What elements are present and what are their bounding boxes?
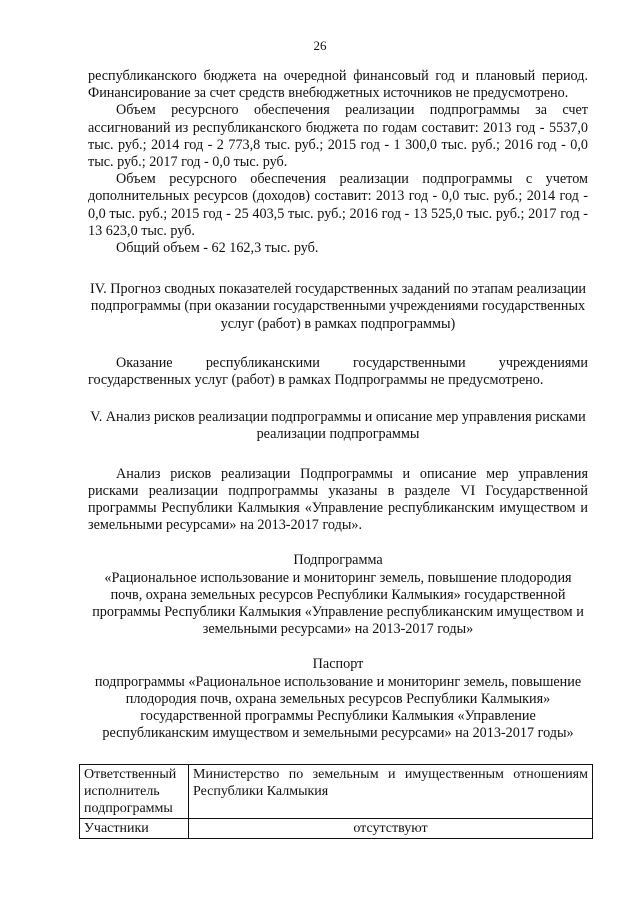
- section-5-heading: V. Анализ рисков реализации подпрограммы и описание мер управления рисками реализации подпрограммы: [90, 409, 586, 443]
- paragraph-budget-allocation: Объем ресурсного обеспечения реализации подпрограммы за счет ассигнований из республиканского бюджета по годам составит: 2013 год - 5537,0 тыс. руб.; 2014 год - 2 773,8 тыс. руб.; 2015 год - 1 300,0 тыс. руб.; 2016 год - 0,0 тыс. руб.; 2017 год - 0,0 тыс. руб.: [88, 102, 588, 171]
- section-5-text: Анализ рисков реализации Подпрограммы и описание мер управления рисками реализации подпрограммы указаны в разделе VI Государственной программы Республики Калмыкия «Управление республиканским имуществом и земельными ресурсами» на 2013-2017 годы».: [88, 465, 588, 534]
- subprogram-title: «Рациональное использование и мониторинг земель, повышение плодородия почв, охрана земельных ресурсов Республики Калмыкия» государственной программы Республики Калмыкия «Управление республиканским имуществом и земельными ресурсами» на 2013-2017 годы»: [92, 569, 584, 638]
- passport-value-responsible: Министерство по земельным и имущественным отношениям Республики Калмыкия: [189, 765, 593, 819]
- paragraph-total-volume: Общий объем - 62 162,3 тыс. руб.: [116, 240, 319, 257]
- table-row: [80, 819, 593, 839]
- section-4-heading: IV. Прогноз сводных показателей государственных заданий по этапам реализации подпрограммы (при оказании государственными учреждениями государственных услуг (работ) в рамках подпрограммы): [90, 281, 586, 332]
- page-number: 26: [313, 38, 327, 53]
- subprogram-label: Подпрограмма: [293, 552, 383, 569]
- passport-label: Паспорт: [312, 656, 364, 673]
- passport-field-responsible: Ответственный исполнитель подпрограммы: [80, 765, 189, 819]
- paragraph-additional-resources: Объем ресурсного обеспечения реализации подпрограммы с учетом дополнительных ресурсов (доходов) составит: 2013 год - 0,0 тыс. руб.; 2014 год - 0,0 тыс. руб.; 2015 год - 25 403,5 тыс. руб.; 2016 год - 13 525,0 тыс. руб.; 2017 год - 13 623,0 тыс. руб.: [88, 171, 588, 239]
- passport-value-participants: отсутствуют: [189, 819, 593, 839]
- document-body: [88, 68, 588, 743]
- passport-title: подпрограммы «Рациональное использование и мониторинг земель, повышение плодородия почв, охрана земельных ресурсов Республики Калмыкия» государственной программы Республики Калмыкия «Управление республиканским имуществом и земельными ресурсами» на 2013-2017 годы»: [94, 673, 582, 742]
- passport-field-participants: Участники: [80, 819, 189, 839]
- table-row: [80, 765, 593, 819]
- section-4-text: Оказание республиканскими государственными учреждениями государственных услуг (работ) в рамках Подпрограммы не предусмотрено.: [88, 354, 588, 389]
- paragraph-financing: республиканского бюджета на очередной финансовый год и плановый период. Финансирование за счет средств внебюджетных источников не предусмотрено.: [88, 68, 588, 102]
- passport-table: [79, 764, 593, 839]
